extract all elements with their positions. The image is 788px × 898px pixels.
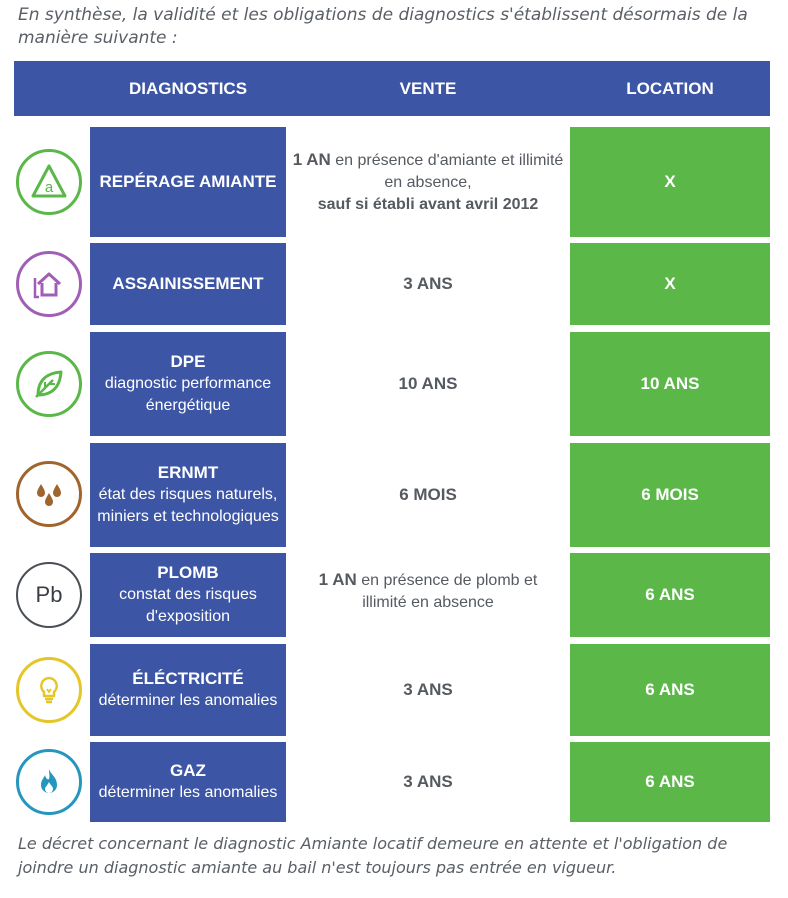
- diagnostic-subtitle: état des risques naturels, miniers et technologiques: [97, 486, 279, 525]
- lead-pb-icon: [16, 562, 82, 628]
- vente-value: [286, 243, 570, 325]
- flame-icon: [16, 749, 82, 815]
- diagnostic-subtitle: constat des risques d'exposition: [119, 586, 257, 625]
- header-location: LOCATION: [626, 79, 714, 98]
- vente-value: [286, 443, 570, 547]
- pb-label: Pb: [35, 582, 63, 607]
- diagnostic-title: PLOMB: [157, 563, 219, 582]
- vente-text: 3 ANS: [403, 680, 453, 699]
- diagnostic-subtitle: déterminer les anomalies: [98, 692, 278, 709]
- diagnostic-label: [90, 443, 286, 547]
- vente-text: en présence d'amiante et illimité en absence,: [330, 151, 564, 191]
- vente-extra: sauf si établi avant avril 2012: [317, 195, 539, 213]
- location-value: 6 ANS: [570, 644, 770, 736]
- row-gaz: [0, 742, 788, 822]
- diagnostic-label: [90, 127, 286, 237]
- diagnostic-title: ERNMT: [157, 463, 219, 482]
- diagnostic-label: [90, 742, 286, 822]
- vente-text: 3 ANS: [403, 274, 453, 293]
- header-vente: VENTE: [399, 79, 457, 98]
- row-assainissement: [0, 243, 788, 325]
- diagnostic-title: ÉLÉCTRICITÉ: [132, 669, 244, 688]
- row-electricite: [0, 644, 788, 736]
- outro-note: Le décret concernant le diagnostic Amiante locatif demeure en attente et l'obligation de joindre un diagnostic amiante au bail n'est toujours pas entrée en vigueur.: [18, 834, 728, 877]
- diagnostic-title: REPÉRAGE AMIANTE: [99, 172, 277, 191]
- diagnostic-label: [90, 332, 286, 436]
- vente-value: [286, 549, 570, 633]
- diagnostic-title: ASSAINISSEMENT: [112, 274, 264, 293]
- location-value: 6 ANS: [570, 742, 770, 822]
- vente-text: en présence de plomb et illimité en absence: [356, 571, 538, 611]
- diagnostic-title: DPE: [170, 352, 206, 371]
- diagnostic-subtitle: diagnostic performance énergétique: [104, 375, 272, 414]
- location-value: 6 ANS: [570, 553, 770, 637]
- row-dpe: [0, 332, 788, 436]
- intro-text: En synthèse, la validité et les obligations de diagnostics s'établissent désormais de la manière suivante :: [18, 5, 748, 48]
- location-value: X: [570, 127, 770, 237]
- vente-strong: 1 AN: [318, 569, 357, 589]
- vente-text: 10 ANS: [398, 374, 458, 393]
- vente-value: [286, 332, 570, 436]
- diagnostic-label: [90, 243, 286, 325]
- row-reperage-amiante: [0, 127, 788, 237]
- row-ernmt: [0, 443, 788, 547]
- diagnostic-title: GAZ: [170, 761, 206, 780]
- location-value: 10 ANS: [570, 332, 770, 436]
- location-value: 6 MOIS: [570, 443, 770, 547]
- asbestos-a-icon: [16, 149, 82, 215]
- vente-value: [286, 742, 570, 822]
- leaf-icon: [16, 351, 82, 417]
- location-value: X: [570, 243, 770, 325]
- diagnostic-subtitle: déterminer les anomalies: [98, 784, 278, 801]
- vente-text: 6 MOIS: [399, 485, 457, 504]
- drops-icon: [16, 461, 82, 527]
- lightbulb-icon: [16, 657, 82, 723]
- diagnostic-label: [90, 644, 286, 736]
- table-header: [14, 61, 770, 116]
- vente-text: 3 ANS: [403, 772, 453, 791]
- vente-value: [286, 127, 570, 237]
- vente-value: [286, 644, 570, 736]
- row-plomb: [0, 553, 788, 637]
- vente-strong: 1 AN: [292, 149, 331, 169]
- diagnostic-label: [90, 553, 286, 637]
- header-diagnostics: DIAGNOSTICS: [128, 79, 248, 98]
- house-sanitation-icon: [16, 251, 82, 317]
- svg-text:a: a: [44, 179, 54, 196]
